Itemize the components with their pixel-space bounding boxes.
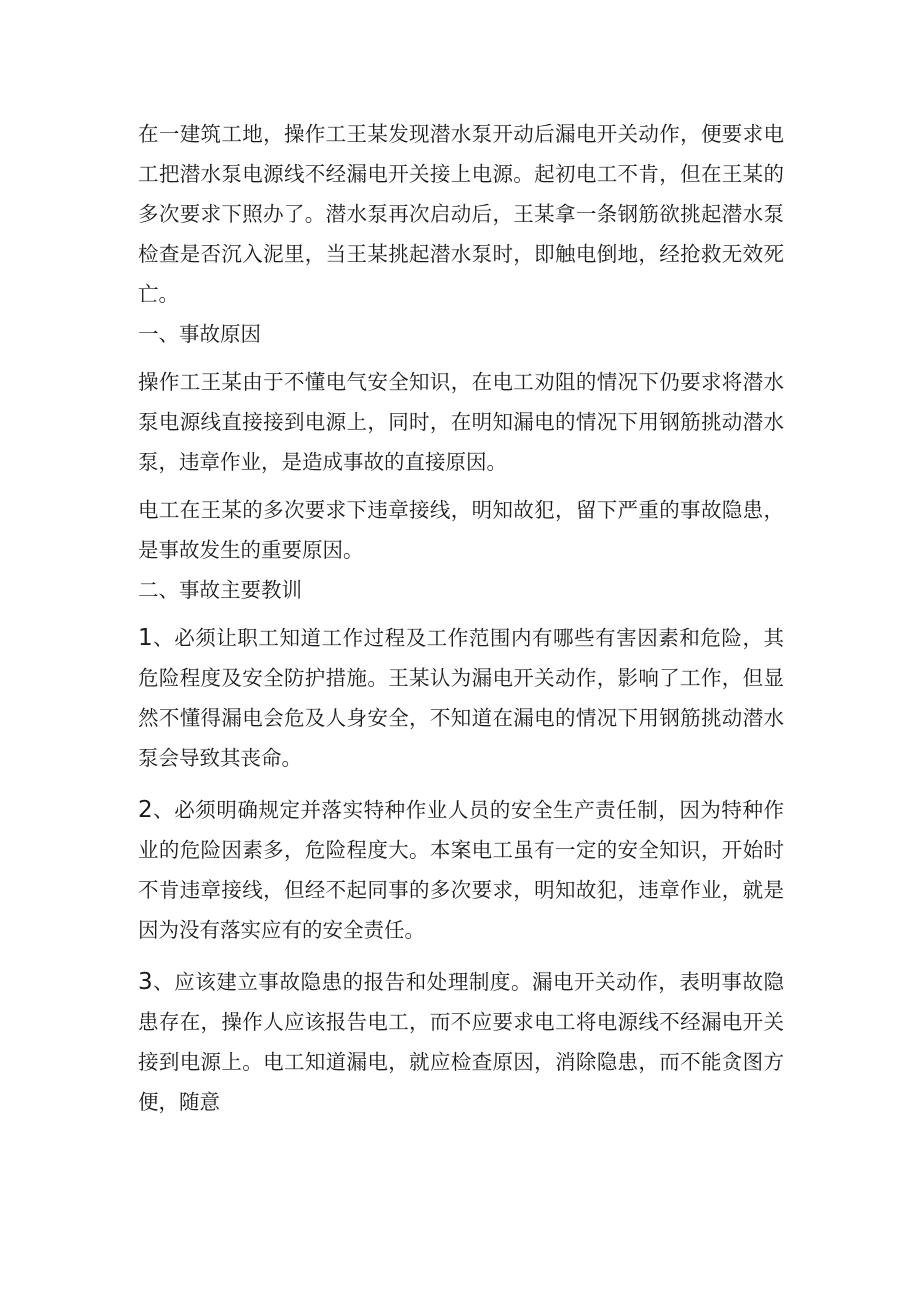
lesson-paragraph-2: [138, 790, 784, 950]
cause-paragraph-2: 电工在王某的多次要求下违章接线，明知故犯，留下严重的事故隐患，是事故发生的重要原因。: [138, 498, 784, 562]
lesson-number-1: 1: [138, 625, 153, 651]
section-heading-lessons: 二、事故主要教训: [138, 578, 302, 602]
lesson-number-2: 2: [138, 797, 153, 823]
section-heading-cause: 一、事故原因: [138, 322, 261, 346]
lesson-paragraph-1: [138, 618, 784, 778]
lesson-text-1: 、必须让职工知道工作过程及工作范围内有哪些有害因素和危险，其危险程度及安全防护措施。王某认为漏电开关动作，影响了工作，但显然不懂得漏电会危及人身安全，不知道在漏电的情况下用钢筋挑动潜水泵会导致其丧命。: [138, 626, 784, 770]
intro-paragraph: 在一建筑工地，操作工王某发现潜水泵开动后漏电开关动作，便要求电工把潜水泵电源线不经漏电开关接上电源。起初电工不肯，但在王某的多次要求下照办了。潜水泵再次启动后，王某拿一条钢筋欲挑起潜水泵检查是否沉入泥里，当王某挑起潜水泵时，即触电倒地，经抢救无效死亡。: [138, 122, 784, 306]
lesson-paragraph-3: [138, 962, 784, 1122]
lesson-text-3: 、应该建立事故隐患的报告和处理制度。漏电开关动作，表明事故隐患存在，操作人应该报告电工，而不应要求电工将电源线不经漏电开关接到电源上。电工知道漏电，就应检查原因，消除隐患，而不能贪图方便，随意: [138, 970, 784, 1114]
lesson-text-2: 、必须明确规定并落实特种作业人员的安全生产责任制，因为特种作业的危险因素多，危险程度大。本案电工虽有一定的安全知识，开始时不肯违章接线，但经不起同事的多次要求，明知故犯，违章作业，就是因为没有落实应有的安全责任。: [138, 798, 784, 942]
cause-paragraph-1: 操作工王某由于不懂电气安全知识，在电工劝阻的情况下仍要求将潜水泵电源线直接接到电源上，同时，在明知漏电的情况下用钢筋挑动潜水泵，违章作业，是造成事故的直接原因。: [138, 370, 784, 474]
document-body: [138, 114, 784, 1122]
lesson-number-3: 3: [138, 969, 153, 995]
